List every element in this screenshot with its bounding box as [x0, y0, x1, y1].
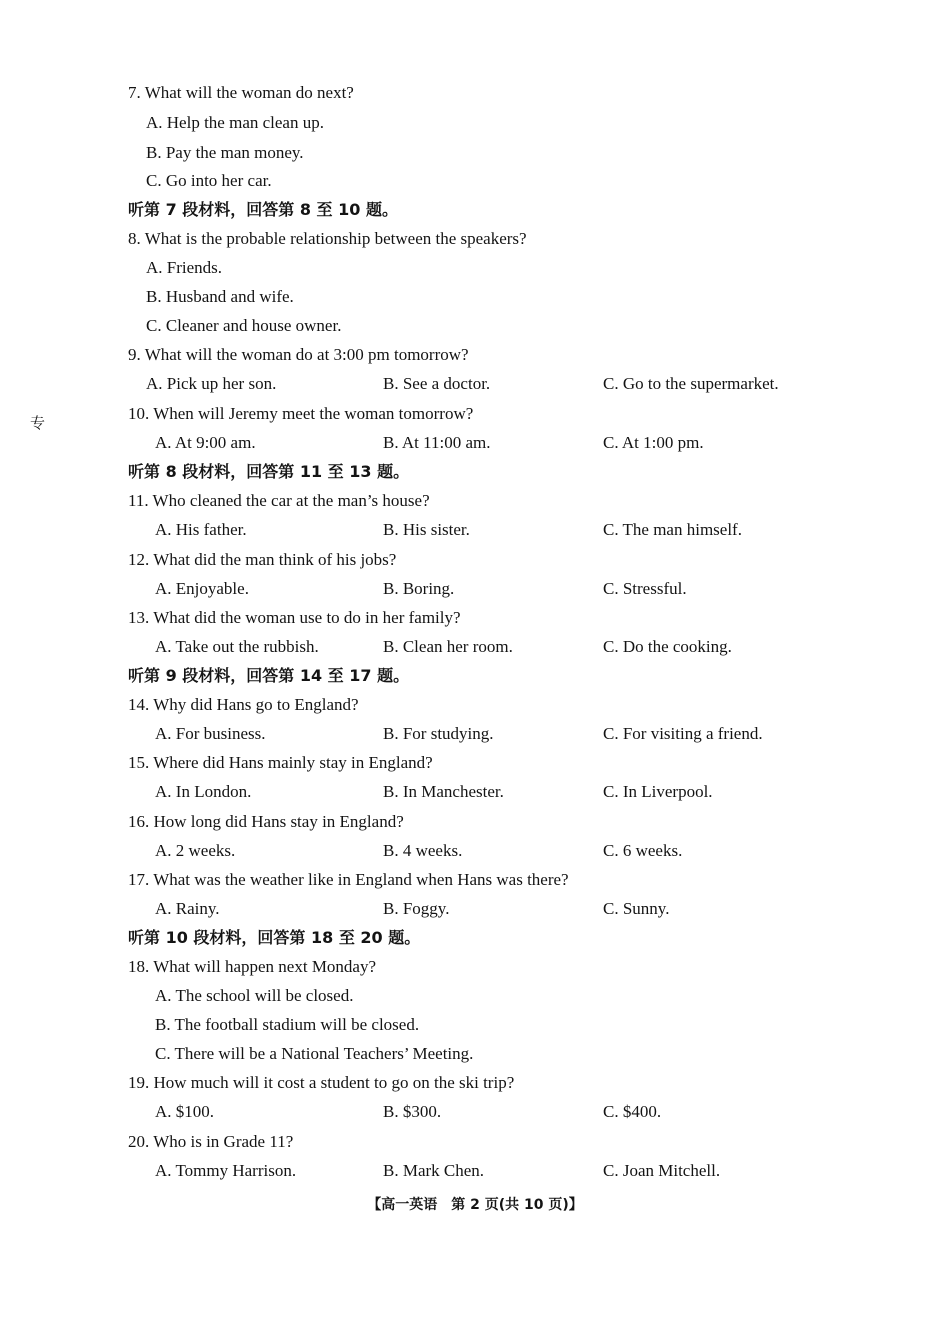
q19-option-a: A. $100.	[155, 1102, 215, 1121]
q9-option-b: B. See a doctor.	[383, 374, 491, 393]
q10-option-a: A. At 9:00 am.	[155, 433, 256, 452]
q12-option-a: A. Enjoyable.	[155, 579, 249, 598]
q14-option-a: A. For business.	[155, 724, 266, 743]
question-11: 11. Who cleaned the car at the man’s house?	[128, 491, 430, 510]
section-heading-8: 听第 8 段材料，回答第 11 至 13 题。	[128, 462, 410, 481]
q18-option-c: C. There will be a National Teachers’ Meeting.	[155, 1044, 474, 1063]
q8-option-c: C. Cleaner and house owner.	[146, 316, 342, 335]
q17-option-c: C. Sunny.	[603, 899, 670, 918]
q13-option-c: C. Do the cooking.	[603, 637, 732, 656]
question-20: 20. Who is in Grade 11?	[128, 1132, 294, 1151]
question-13: 13. What did the woman use to do in her family?	[128, 608, 461, 627]
q14-option-b: B. For studying.	[383, 724, 494, 743]
q7-option-b: B. Pay the man money.	[146, 143, 304, 162]
q10-option-b: B. At 11:00 am.	[383, 433, 491, 452]
question-17: 17. What was the weather like in England when Hans was there?	[128, 870, 569, 889]
q13-option-a: A. Take out the rubbish.	[155, 637, 319, 656]
q18-option-b: B. The football stadium will be closed.	[155, 1015, 420, 1034]
question-14: 14. Why did Hans go to England?	[128, 695, 359, 714]
q18-option-a: A. The school will be closed.	[155, 986, 354, 1005]
q16-option-a: A. 2 weeks.	[155, 841, 236, 860]
q15-option-a: A. In London.	[155, 782, 252, 801]
q15-option-c: C. In Liverpool.	[603, 782, 713, 801]
q8-option-a: A. Friends.	[146, 258, 223, 277]
q12-option-c: C. Stressful.	[603, 579, 687, 598]
page-footer: 【高一英语 第 2 页(共 10 页)】	[367, 1197, 583, 1213]
q12-option-b: B. Boring.	[383, 579, 455, 598]
section-heading-9: 听第 9 段材料，回答第 14 至 17 题。	[128, 666, 410, 685]
margin-mark: 专	[30, 414, 46, 432]
q20-option-a: A. Tommy Harrison.	[155, 1161, 297, 1180]
question-16: 16. How long did Hans stay in England?	[128, 812, 404, 831]
question-19: 19. How much will it cost a student to go on the ski trip?	[128, 1073, 515, 1092]
q11-option-a: A. His father.	[155, 520, 247, 539]
q7-option-c: C. Go into her car.	[146, 171, 272, 190]
q13-option-b: B. Clean her room.	[383, 637, 513, 656]
section-heading-10: 听第 10 段材料，回答第 18 至 20 题。	[128, 928, 421, 947]
question-10: 10. When will Jeremy meet the woman tomorrow?	[128, 404, 474, 423]
q14-option-c: C. For visiting a friend.	[603, 724, 763, 743]
q9-option-a: A. Pick up her son.	[146, 374, 277, 393]
question-18: 18. What will happen next Monday?	[128, 957, 377, 976]
question-8: 8. What is the probable relationship between the speakers?	[128, 229, 527, 248]
q17-option-a: A. Rainy.	[155, 899, 220, 918]
q9-option-c: C. Go to the supermarket.	[603, 374, 779, 393]
q11-option-c: C. The man himself.	[603, 520, 742, 539]
q16-option-b: B. 4 weeks.	[383, 841, 463, 860]
question-7: 7. What will the woman do next?	[128, 83, 354, 102]
section-heading-7: 听第 7 段材料，回答第 8 至 10 题。	[128, 200, 398, 219]
q20-option-b: B. Mark Chen.	[383, 1161, 485, 1180]
q20-option-c: C. Joan Mitchell.	[603, 1161, 721, 1180]
q11-option-b: B. His sister.	[383, 520, 470, 539]
question-9: 9. What will the woman do at 3:00 pm tomorrow?	[128, 345, 469, 364]
q19-option-c: C. $400.	[603, 1102, 662, 1121]
q10-option-c: C. At 1:00 pm.	[603, 433, 704, 452]
q16-option-c: C. 6 weeks.	[603, 841, 683, 860]
q15-option-b: B. In Manchester.	[383, 782, 504, 801]
q7-option-a: A. Help the man clean up.	[146, 113, 324, 132]
q19-option-b: B. $300.	[383, 1102, 442, 1121]
question-15: 15. Where did Hans mainly stay in England?	[128, 753, 433, 772]
q17-option-b: B. Foggy.	[383, 899, 450, 918]
question-12: 12. What did the man think of his jobs?	[128, 550, 397, 569]
q8-option-b: B. Husband and wife.	[146, 287, 294, 306]
